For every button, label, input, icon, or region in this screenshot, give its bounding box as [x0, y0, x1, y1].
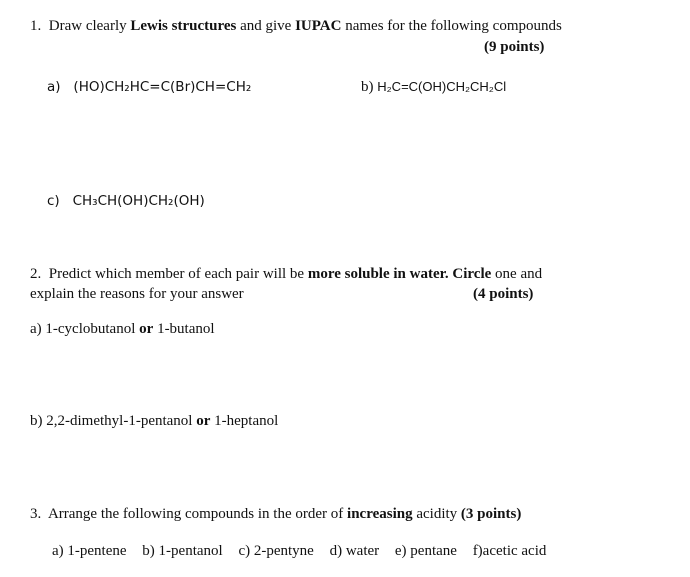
- question-3-line: 3. Arrange the following compounds in the order of increasing acidity (3 points): [30, 506, 522, 522]
- acidity-item: f)acetic acid: [472, 543, 547, 559]
- acidity-item: a) 1-pentene: [52, 543, 127, 559]
- question-1-line: 1. Draw clearly Lewis structures and give IUPAC names for the following compounds: [30, 18, 562, 34]
- question-1-number: 1.: [30, 18, 42, 34]
- pair-2b: b) 2,2-dimethyl-1-pentanol or 1-heptanol: [30, 413, 279, 429]
- acidity-item: d) water: [329, 543, 380, 559]
- compound-1a: a) (HO)CH₂HC=C(Br)CH=CH₂: [47, 79, 252, 95]
- question-2-points: (4 points): [473, 286, 534, 302]
- question-2-line: 2. Predict which member of each pair will be more soluble in water. Circle one and: [30, 266, 543, 282]
- compound-1b-formula: H₂C=C(OH)CH₂CH₂Cl: [377, 79, 507, 94]
- pair-2b-second: 1-heptanol: [214, 413, 279, 429]
- compound-1c-formula: CH₃CH(OH)CH₂(OH): [72, 193, 205, 209]
- question-1-points: (9 points): [484, 39, 545, 55]
- question-3-number: 3.: [30, 506, 42, 522]
- compound-1b: b) H₂C=C(OH)CH₂CH₂Cl: [361, 79, 507, 95]
- acidity-item: b) 1-pentanol: [142, 543, 223, 559]
- acidity-list: [52, 542, 546, 560]
- compound-1a-formula: (HO)CH₂HC=C(Br)CH=CH₂: [73, 79, 252, 95]
- pair-2a-second: 1-butanol: [157, 321, 215, 337]
- acidity-item: c) 2-pentyne: [238, 543, 314, 559]
- pair-2b-first: 2,2-dimethyl-1-pentanol: [46, 413, 193, 429]
- compound-1c: c) CH₃CH(OH)CH₂(OH): [47, 193, 205, 209]
- pair-2a: a) 1-cyclobutanol or 1-butanol: [30, 321, 215, 337]
- question-2-line2: explain the reasons for your answer: [30, 286, 244, 302]
- acidity-item: e) pentane: [394, 543, 457, 559]
- question-2-number: 2.: [30, 266, 42, 282]
- pair-2a-first: 1-cyclobutanol: [45, 321, 136, 337]
